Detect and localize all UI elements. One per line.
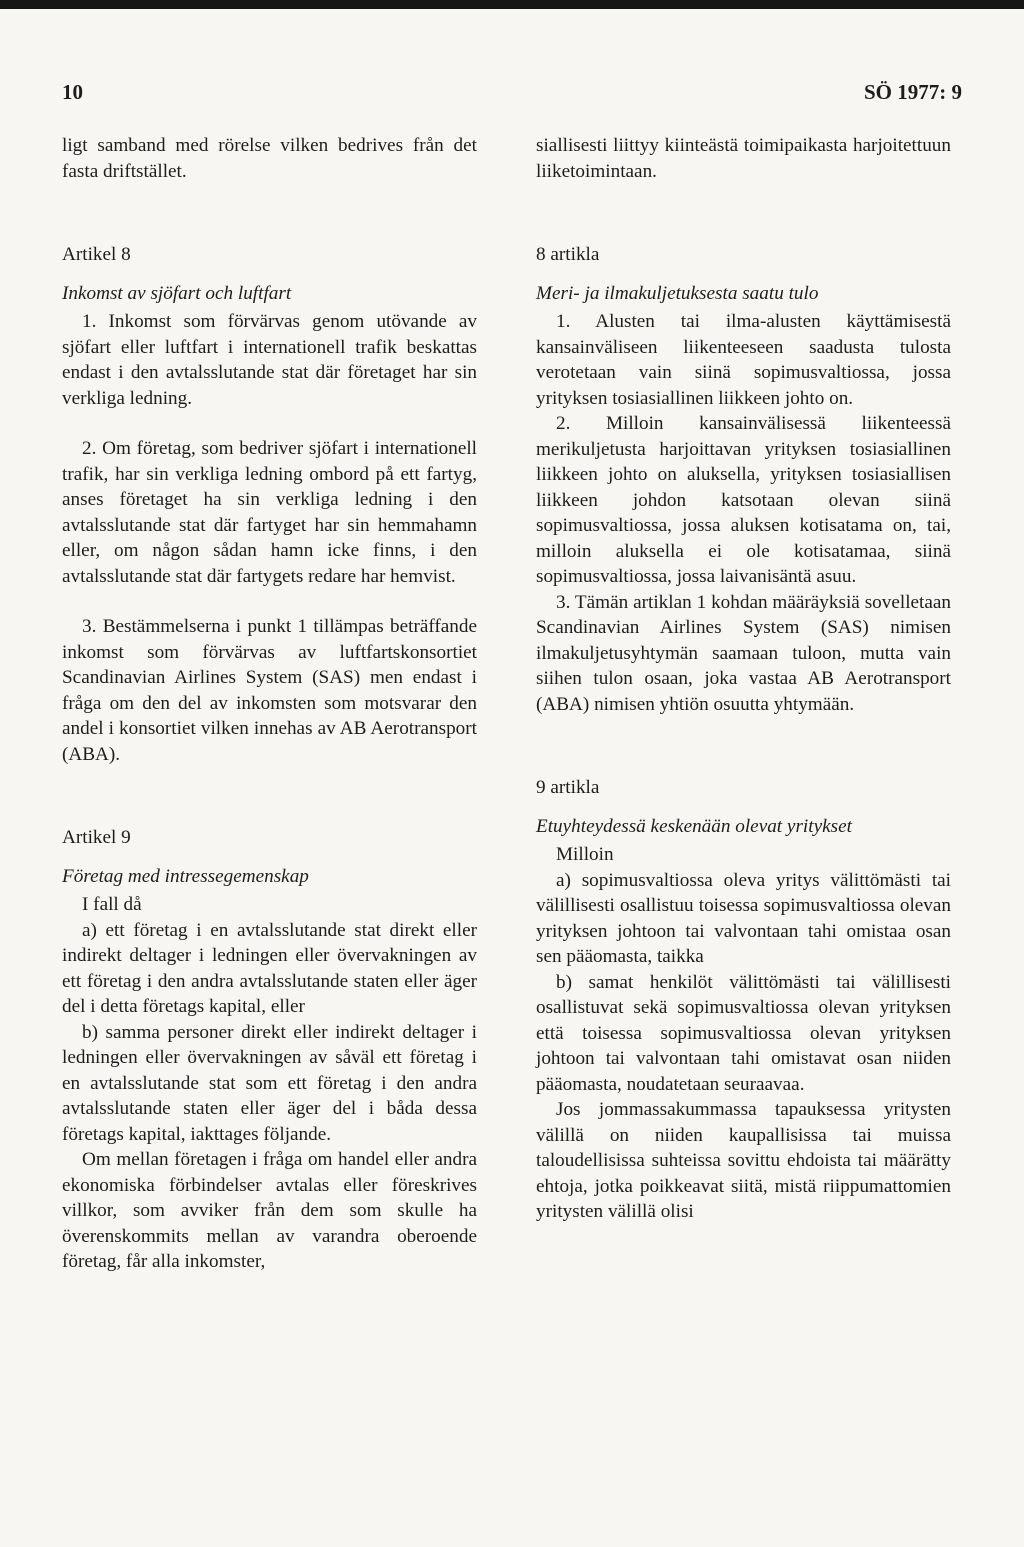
intro-paragraph: ligt samband med rörelse vilken bedrives från det fasta driftstället. — [62, 135, 477, 182]
intro-paragraph: siallisesti liittyy kiinteästä toimipaikasta harjoitettuun liiketoimintaan. — [536, 135, 951, 182]
article-9-heading: Artikel 9 — [62, 827, 131, 848]
document-reference: SÖ 1977: 9 — [863, 80, 962, 104]
article-8-heading: 8 artikla — [536, 244, 600, 265]
page-number: 10 — [62, 80, 83, 104]
article-8-paragraph-1: 1. Inkomst som förvärvas genom utövande av sjöfart eller luftfart i internationell trafik beskattas endast i den avtalsslutande stat där företaget har sin verkliga ledning. — [62, 311, 477, 409]
article-9-paragraph: Om mellan företagen i fråga om handel eller andra ekonomiska förbindelser avtalas eller föreskrives villkor, som avviker från dem som skulle ha överenskommits mellan av varandra oberoende företag, får alla inkomster, — [62, 1149, 477, 1272]
article-8-subheading: Inkomst av sjöfart och luftfart — [62, 282, 292, 304]
article-9-subheading: Företag med intressegemenskap — [62, 865, 309, 887]
swedish-column — [62, 133, 477, 1275]
article-8-paragraph-3: 3. Tämän artiklan 1 kohdan määräyksiä sovelletaan Scandinavian Airlines System (SAS) nimisen ilmakuljetusyhtymän saamaan tuloon, mutta vain siihen tulon osaan, joka vastaa AB Aerotransport (ABA) nimisen yhtiön osuutta yhtymään. — [536, 591, 951, 715]
article-9-item-a: a) sopimusvaltiossa oleva yritys välittömästi tai välillisesti osallistuu toisessa sopimusvaltiossa olevan yrityksen johtoon tai valvontaan tahi omistaa osan sen pääomasta, taikka — [536, 869, 951, 967]
finnish-column — [536, 133, 951, 1225]
article-9-item-a: a) ett företag i en avtalsslutande stat direkt eller indirekt deltager i ledningen eller övervakningen av ett företag i den andra avtalsslutande staten eller äger del i detta företags kapital, eller — [62, 919, 477, 1017]
article-9-intro: I fall då — [82, 894, 142, 915]
article-8-paragraph-3: 3. Bestämmelserna i punkt 1 tillämpas beträffande inkomst som förvärvas av luftfartskonsortiet Scandinavian Airlines System (SAS) men endast i fråga om den del av inkomsten som motsvarar den andel i konsortiet vilken innehas av AB Aerotransport (ABA). — [62, 616, 477, 765]
article-9-intro: Milloin — [556, 844, 614, 865]
article-9-item-b: b) samma personer direkt eller indirekt deltager i ledningen eller övervakningen av såväl ett företag i en avtalsslutande stat som ett företag i den andra avtalsslutande staten eller äger del i båda dessa företags kapital, iakttages följande. — [62, 1021, 477, 1145]
article-9-item-b: b) samat henkilöt välittömästi tai välillisesti osallistuvat sekä sopimusvaltiossa olevan yrityksen että toisessa sopimusvaltiossa olevan yrityksen johtoon tai valvontaan tahi omistavat osan niiden pääomasta, noudatetaan seuraavaa. — [536, 971, 951, 1095]
article-9-subheading: Etuyhteydessä keskenään olevat yritykset — [536, 815, 852, 837]
article-8-heading: Artikel 8 — [62, 244, 131, 265]
article-8-paragraph-2: 2. Milloin kansainvälisessä liikenteessä merikuljetusta harjoittavan yrityksen tosiasiallinen liikkeen johto on aluksella, yrityksen tosiasiallisen liikkeen johdon katsotaan olevan siinä sopimusvaltiossa, jossa aluksen kotisatama on, tai, milloin aluksella ei ole kotisatamaa, siinä sopimusvaltiossa, jossa laivanisäntä asuu. — [536, 413, 951, 587]
article-9-heading: 9 artikla — [536, 777, 600, 798]
article-8-subheading: Meri- ja ilmakuljetuksesta saatu tulo — [536, 282, 819, 304]
article-9-paragraph: Jos jommassakummassa tapauksessa yritysten välillä on niiden kaupallisissa tai muissa taloudellisissa suhteissa sovittu ehdoista tai määrätty ehtoja, jotka poikkeavat siitä, mistä riippumattomien yritysten välillä olisi — [536, 1099, 951, 1222]
article-8-paragraph-2: 2. Om företag, som bedriver sjöfart i internationell trafik, har sin verkliga ledning ombord på ett fartyg, anses företaget ha sin verkliga ledning i den avtalsslutande stat där fartyget har sin hemmahamn eller, om någon sådan hamn icke finns, i den avtalsslutande stat där fartygets redare har hemvist. — [62, 438, 477, 587]
scan-top-border — [0, 0, 1024, 9]
article-8-paragraph-1: 1. Alusten tai ilma-alusten käyttämisestä kansainväliseen liikenteeseen saadusta tulosta verotetaan vain siinä sopimusvaltiossa, jossa yrityksen tosiasiallinen liikkeen johto on. — [536, 311, 951, 409]
